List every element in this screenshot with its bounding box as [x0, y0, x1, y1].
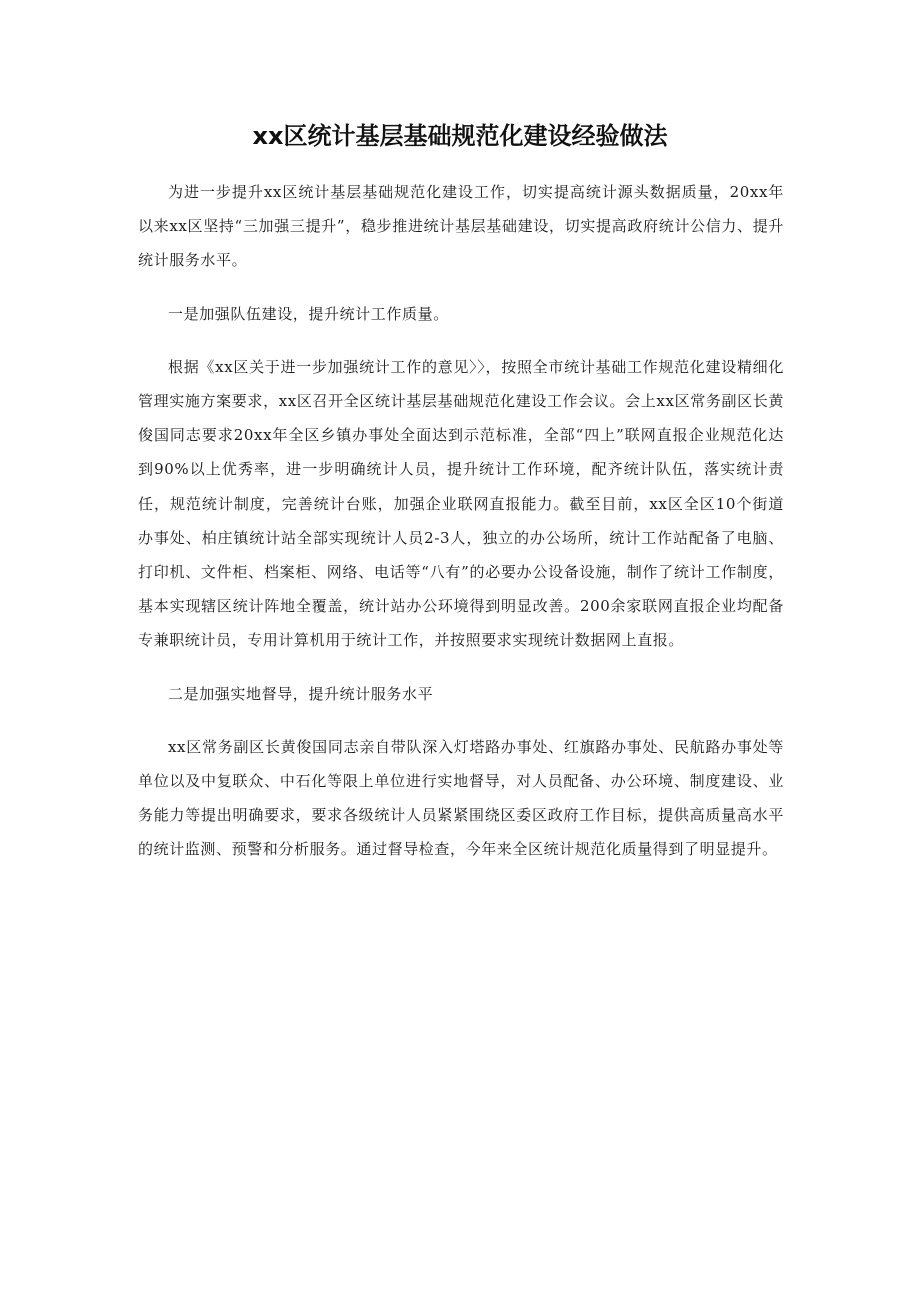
paragraph-heading-two: 二是加强实地督导，提升统计服务水平: [168, 684, 434, 703]
paragraph-intro: 为进一步提升xx区统计基层基础规范化建设工作，切实提高统计源头数据质量，20xx年以来xx区坚持“三加强三提升”，稳步推进统计基层基础建设，切实提高政府统计公信力、提升统计服务水平。: [138, 183, 784, 270]
document-body: [138, 175, 784, 886]
paragraph-supervision: xx区常务副区长黄俊国同志亲自带队深入灯塔路办事处、红旗路办事处、民航路办事处等单位以及中复联众、中石化等限上单位进行实地督导，对人员配备、办公环境、制度建设、业务能力等提出明确要求，要求各级统计人员紧紧围绕区委区政府工作目标，提供高质量高水平的统计监测、预警和分析服务。通过督导检查，今年来全区统计规范化质量得到了明显提升。: [138, 737, 784, 859]
paragraph-team-building: 根据《xx区关于进一步加强统计工作的意见〉〉，按照全市统计基础工作规范化建设精细化管理实施方案要求，xx区召开全区统计基层基础规范化建设工作会议。会上xx区常务副区长黄俊国同志要求20xx年全区乡镇办事处全面达到示范标准，全部“四上”联网直报企业规范化达到90%以上优秀率，进一步明确统计人员，提升统计工作环境，配齐统计队伍，落实统计责任，规范统计制度，完善统计台账，加强企业联网直报能力。截至目前，xx区全区10个街道办事处、柏庄镇统计站全部实现统计人员2-3人，独立的办公场所，统计工作站配备了电脑、打印机、文件柜、档案柜、网络、电话等“八有”的必要办公设备设施，制作了统计工作制度，基本实现辖区统计阵地全覆盖，统计站办公环境得到明显改善。200余家联网直报企业均配备专兼职统计员，专用计算机用于统计工作，并按照要求实现统计数据网上直报。: [138, 357, 784, 650]
paragraph-heading-one: 一是加强队伍建设，提升统计工作质量。: [168, 304, 449, 323]
document-title: xx区统计基层基础规范化建设经验做法: [252, 122, 668, 150]
